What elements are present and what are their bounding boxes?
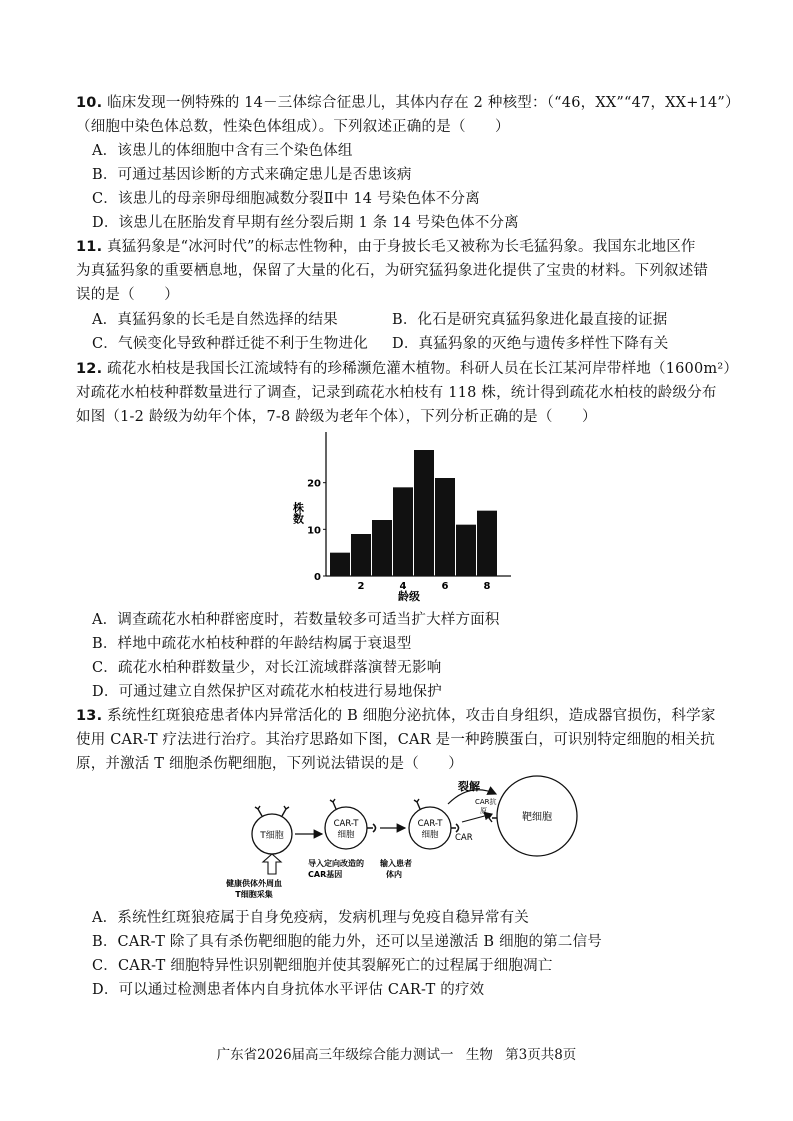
car-label: CAR xyxy=(455,833,473,843)
bar-age-class-6 xyxy=(435,478,455,576)
bar-age-class-2 xyxy=(351,534,371,576)
q13-line3: 原，并激活 T 细胞杀伤靶细胞，下列说法错误的是（ ） xyxy=(76,756,463,772)
x-tick-8: 8 xyxy=(483,581,491,592)
q10-option-a: A．该患儿的体细胞中含有三个染色体组 xyxy=(92,143,353,159)
footer-exam-title: 广东省2026届高三年级综合能力测试一 xyxy=(216,1047,454,1063)
chart-x-axis-label: 龄级 xyxy=(398,590,420,603)
car-antigen-label-2: 原 xyxy=(480,807,487,815)
q13-line2: 使用 CAR-T 疗法进行治疗。其治疗思路如下图，CAR 是一种跨膜蛋白，可识别特定细胞的相关抗 xyxy=(76,732,715,748)
bar-age-class-7 xyxy=(456,525,476,576)
x-tick-2: 2 xyxy=(357,581,365,592)
cart-cell-1-label-2: 细胞 xyxy=(337,830,355,840)
cart-cell-2-label-2: 细胞 xyxy=(421,830,439,840)
q10-option-c: C．该患儿的母亲卵母细胞减数分裂Ⅱ中 14 号染色体不分离 xyxy=(92,191,480,207)
cart-cell-2-receptor xyxy=(414,799,420,809)
cart-cell-2-car xyxy=(451,824,459,832)
q13-option-c: C．CAR-T 细胞特异性识别靶细胞并使其裂解死亡的过程属于细胞凋亡 xyxy=(92,958,553,974)
target-cell-label: 靶细胞 xyxy=(522,812,552,823)
page-footer xyxy=(0,1043,793,1063)
bar-age-class-4 xyxy=(393,487,413,576)
car-antigen-label-1: CAR抗 xyxy=(475,798,497,806)
lysis-label: 裂解 xyxy=(458,780,480,793)
q12-line1: 12. 疏花水柏枝是我国长江流域特有的珍稀濒危灌木植物。科研人员在长江某河岸带样地（1600m²） xyxy=(76,361,739,377)
q13-option-a: A．系统性红斑狼疮属于自身免疫病，发病机理与免疫自稳异常有关 xyxy=(92,910,529,926)
step1-label-2: CAR基因 xyxy=(308,870,343,879)
source-arrow xyxy=(263,854,281,874)
q10-option-b: B．可通过基因诊断的方式来确定患儿是否患该病 xyxy=(92,167,412,183)
q11-option-b: B．化石是研究真猛犸象进化最直接的证据 xyxy=(392,312,668,328)
q12-option-b: B．样地中疏花水柏枝种群的年龄结构属于衰退型 xyxy=(92,636,412,652)
target-cell-antigen xyxy=(489,814,497,822)
q11-option-d: D．真猛犸象的灭绝与遗传多样性下降有关 xyxy=(392,336,669,352)
bar-age-class-5 xyxy=(414,450,434,576)
y-tick-10: 10 xyxy=(307,525,321,537)
footer-subject: 生物 xyxy=(465,1047,493,1063)
q10-line2: （细胞中染色体总数，性染色体组成）。下列叙述正确的是（ ） xyxy=(76,119,510,135)
cart-cell-1-receptor xyxy=(330,799,336,809)
q12-option-c: C．疏花水柏种群数量少，对长江流域群落演替无影响 xyxy=(92,660,442,676)
y-tick-20: 20 xyxy=(307,478,321,490)
q11-number: 11. xyxy=(76,239,103,255)
step2-label-1: 输入患者 xyxy=(380,859,412,868)
age-class-bar-chart xyxy=(276,428,516,610)
arrow-3 xyxy=(462,814,492,822)
q12-line3: 如图（1-2 龄级为幼年个体，7-8 龄级为老年个体），下列分析正确的是（ ） xyxy=(76,409,597,425)
source-label-2: T细胞采集 xyxy=(235,890,273,899)
q13-option-d: D．可以通过检测患者体内自身抗体水平评估 CAR-T 的疗效 xyxy=(92,982,485,998)
bar-age-class-1 xyxy=(330,553,350,576)
y-tick-0: 0 xyxy=(314,572,321,583)
chart-y-axis-label: 株数 xyxy=(291,502,305,524)
bar-age-class-8 xyxy=(477,511,497,576)
cart-cell-1-car xyxy=(367,824,376,832)
step1-label-1: 导入定向改造的 xyxy=(308,859,364,868)
t-cell-receptor-2 xyxy=(282,806,289,816)
t-cell-label: T细胞 xyxy=(260,831,284,841)
q12-option-a: A．调查疏花水柏种群密度时，若数量较多可适当扩大样方面积 xyxy=(92,612,500,628)
car-t-therapy-diagram xyxy=(200,774,600,904)
q11-line2: 为真猛犸象的重要栖息地，保留了大量的化石，为研究猛犸象进化提供了宝贵的材料。下列叙述错 xyxy=(76,263,709,279)
bar-age-class-3 xyxy=(372,520,392,576)
q10-line1: 10. 临床发现一例特殊的 14－三体综合征患儿，其体内存在 2 种核型：（“46，XX”“47，XX+14”） xyxy=(76,95,740,111)
q12-line2: 对疏花水柏枝种群数量进行了调查，记录到疏花水柏枝有 118 株，统计得到疏花水柏枝的龄级分布 xyxy=(76,385,717,401)
step2-label-2: 体内 xyxy=(386,870,402,879)
q13-line1: 13. 系统性红斑狼疮患者体内异常活化的 B 细胞分泌抗体，攻击自身组织，造成器官损伤，科学家 xyxy=(76,708,716,724)
q11-line1: 11. 真猛犸象是“冰河时代”的标志性物种，由于身披长毛又被称为长毛猛犸象。我国东北地区作 xyxy=(76,239,696,255)
cart-cell-1-label-1: CAR-T xyxy=(333,819,359,829)
q13-number: 13. xyxy=(76,708,103,724)
cart-cell-2-label-1: CAR-T xyxy=(417,819,443,829)
q11-option-a: A．真猛犸象的长毛是自然选择的结果 xyxy=(92,312,338,328)
q12-option-d: D．可通过建立自然保护区对疏花水柏枝进行易地保护 xyxy=(92,684,442,700)
q12-number: 12. xyxy=(76,361,103,377)
q10-number: 10. xyxy=(76,95,103,111)
x-tick-4: 4 xyxy=(399,581,407,592)
q11-option-c: C．气候变化导致种群迁徙不利于生物进化 xyxy=(92,336,368,352)
source-label-1: 健康供体外周血 xyxy=(226,879,282,888)
t-cell-receptor-1 xyxy=(255,806,262,816)
q10-option-d: D．该患儿在胚胎发育早期有丝分裂后期 1 条 14 号染色体不分离 xyxy=(92,215,519,231)
q11-line3: 误的是（ ） xyxy=(76,287,179,303)
q13-option-b: B．CAR-T 除了具有杀伤靶细胞的能力外，还可以呈递激活 B 细胞的第二信号 xyxy=(92,934,602,950)
footer-page-number: 第3页共8页 xyxy=(505,1047,577,1063)
x-tick-6: 6 xyxy=(441,581,449,592)
